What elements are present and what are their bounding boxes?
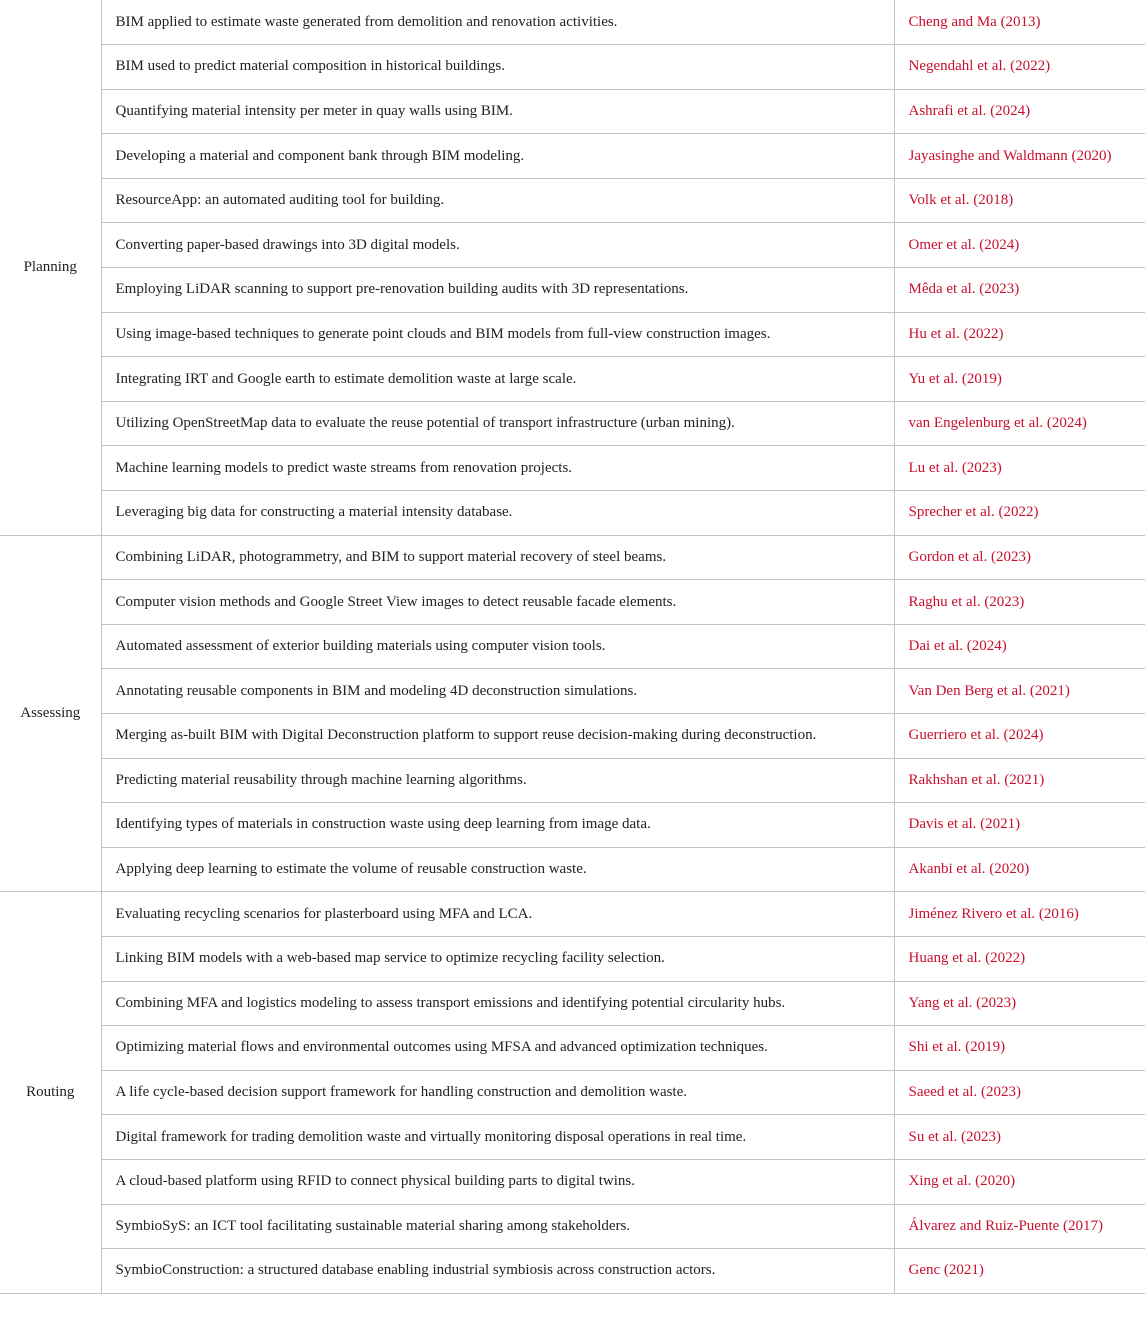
table-row <box>0 312 1145 357</box>
table-row <box>0 981 1145 1026</box>
description-cell: Combining LiDAR, photogrammetry, and BIM to support material recovery of steel beams. <box>101 535 894 580</box>
table-row <box>0 936 1145 981</box>
reference-link[interactable]: Su et al. (2023) <box>894 1115 1145 1160</box>
table-row <box>0 1204 1145 1249</box>
reference-link[interactable]: Jiménez Rivero et al. (2016) <box>894 892 1145 937</box>
table-row <box>0 223 1145 268</box>
table-row <box>0 89 1145 134</box>
reference-link[interactable]: Huang et al. (2022) <box>894 936 1145 981</box>
description-cell: Computer vision methods and Google Street View images to detect reusable facade elements. <box>101 580 894 625</box>
reference-link[interactable]: Guerriero et al. (2024) <box>894 714 1145 759</box>
stage-cell-routing: Routing <box>0 892 101 1293</box>
table-row <box>0 1026 1145 1071</box>
reference-link[interactable]: Omer et al. (2024) <box>894 223 1145 268</box>
description-cell: Merging as-built BIM with Digital Deconstruction platform to support reuse decision-making during deconstruction. <box>101 714 894 759</box>
description-cell: Leveraging big data for constructing a material intensity database. <box>101 491 894 536</box>
description-cell: Machine learning models to predict waste streams from renovation projects. <box>101 446 894 491</box>
description-cell: SymbioSyS: an ICT tool facilitating sustainable material sharing among stakeholders. <box>101 1204 894 1249</box>
table-row <box>0 45 1145 90</box>
table-row <box>0 892 1145 937</box>
table-row <box>0 446 1145 491</box>
description-cell: Optimizing material flows and environmental outcomes using MFSA and advanced optimization techniques. <box>101 1026 894 1071</box>
description-cell: Developing a material and component bank through BIM modeling. <box>101 134 894 179</box>
table-row <box>0 535 1145 580</box>
reference-link[interactable]: Sprecher et al. (2022) <box>894 491 1145 536</box>
table-row <box>0 1159 1145 1204</box>
reference-link[interactable]: Davis et al. (2021) <box>894 803 1145 848</box>
reference-link[interactable]: Yang et al. (2023) <box>894 981 1145 1026</box>
stage-cell-planning: Planning <box>0 0 101 535</box>
reference-link[interactable]: Genc (2021) <box>894 1249 1145 1294</box>
reference-link[interactable]: Raghu et al. (2023) <box>894 580 1145 625</box>
reference-link[interactable]: Negendahl et al. (2022) <box>894 45 1145 90</box>
table-row <box>0 624 1145 669</box>
reference-link[interactable]: Shi et al. (2019) <box>894 1026 1145 1071</box>
reference-link[interactable]: van Engelenburg et al. (2024) <box>894 401 1145 446</box>
reference-link[interactable]: Gordon et al. (2023) <box>894 535 1145 580</box>
description-cell: Employing LiDAR scanning to support pre-renovation building audits with 3D representations. <box>101 268 894 313</box>
description-cell: Evaluating recycling scenarios for plasterboard using MFA and LCA. <box>101 892 894 937</box>
table-row <box>0 1115 1145 1160</box>
reference-link[interactable]: Mêda et al. (2023) <box>894 268 1145 313</box>
table-row <box>0 803 1145 848</box>
reference-link[interactable]: Akanbi et al. (2020) <box>894 847 1145 892</box>
description-cell: Identifying types of materials in construction waste using deep learning from image data. <box>101 803 894 848</box>
description-cell: Automated assessment of exterior building materials using computer vision tools. <box>101 624 894 669</box>
table-row <box>0 1249 1145 1294</box>
description-cell: Linking BIM models with a web-based map service to optimize recycling facility selection. <box>101 936 894 981</box>
reference-link[interactable]: Rakhshan et al. (2021) <box>894 758 1145 803</box>
stage-cell-assessing: Assessing <box>0 535 101 892</box>
description-cell: Applying deep learning to estimate the volume of reusable construction waste. <box>101 847 894 892</box>
description-cell: BIM applied to estimate waste generated from demolition and renovation activities. <box>101 0 894 45</box>
reference-link[interactable]: Lu et al. (2023) <box>894 446 1145 491</box>
description-cell: BIM used to predict material composition in historical buildings. <box>101 45 894 90</box>
description-cell: A life cycle-based decision support framework for handling construction and demolition waste. <box>101 1070 894 1115</box>
reference-link[interactable]: Volk et al. (2018) <box>894 178 1145 223</box>
table-row <box>0 491 1145 536</box>
reference-link[interactable]: Ashrafi et al. (2024) <box>894 89 1145 134</box>
description-cell: Combining MFA and logistics modeling to assess transport emissions and identifying potential circularity hubs. <box>101 981 894 1026</box>
table-row <box>0 134 1145 179</box>
reference-link[interactable]: Álvarez and Ruiz-Puente (2017) <box>894 1204 1145 1249</box>
table-row <box>0 357 1145 402</box>
table-row <box>0 669 1145 714</box>
table-row <box>0 401 1145 446</box>
description-cell: Utilizing OpenStreetMap data to evaluate the reuse potential of transport infrastructure (urban mining). <box>101 401 894 446</box>
table-row <box>0 714 1145 759</box>
description-cell: Using image-based techniques to generate point clouds and BIM models from full-view construction images. <box>101 312 894 357</box>
table-row <box>0 580 1145 625</box>
description-cell: SymbioConstruction: a structured database enabling industrial symbiosis across construction actors. <box>101 1249 894 1294</box>
reference-link[interactable]: Xing et al. (2020) <box>894 1159 1145 1204</box>
table-row <box>0 847 1145 892</box>
description-cell: Digital framework for trading demolition waste and virtually monitoring disposal operations in real time. <box>101 1115 894 1160</box>
reference-link[interactable]: Saeed et al. (2023) <box>894 1070 1145 1115</box>
description-cell: ResourceApp: an automated auditing tool for building. <box>101 178 894 223</box>
table-row <box>0 758 1145 803</box>
reference-link[interactable]: Yu et al. (2019) <box>894 357 1145 402</box>
description-cell: Annotating reusable components in BIM and modeling 4D deconstruction simulations. <box>101 669 894 714</box>
description-cell: Predicting material reusability through machine learning algorithms. <box>101 758 894 803</box>
table-row <box>0 178 1145 223</box>
table-row <box>0 1070 1145 1115</box>
description-cell: Integrating IRT and Google earth to estimate demolition waste at large scale. <box>101 357 894 402</box>
table-row <box>0 0 1145 45</box>
reference-link[interactable]: Van Den Berg et al. (2021) <box>894 669 1145 714</box>
description-cell: A cloud-based platform using RFID to connect physical building parts to digital twins. <box>101 1159 894 1204</box>
reference-link[interactable]: Jayasinghe and Waldmann (2020) <box>894 134 1145 179</box>
reference-link[interactable]: Cheng and Ma (2013) <box>894 0 1145 45</box>
description-cell: Quantifying material intensity per meter in quay walls using BIM. <box>101 89 894 134</box>
description-cell: Converting paper-based drawings into 3D digital models. <box>101 223 894 268</box>
reference-link[interactable]: Hu et al. (2022) <box>894 312 1145 357</box>
table-row <box>0 268 1145 313</box>
reference-link[interactable]: Dai et al. (2024) <box>894 624 1145 669</box>
